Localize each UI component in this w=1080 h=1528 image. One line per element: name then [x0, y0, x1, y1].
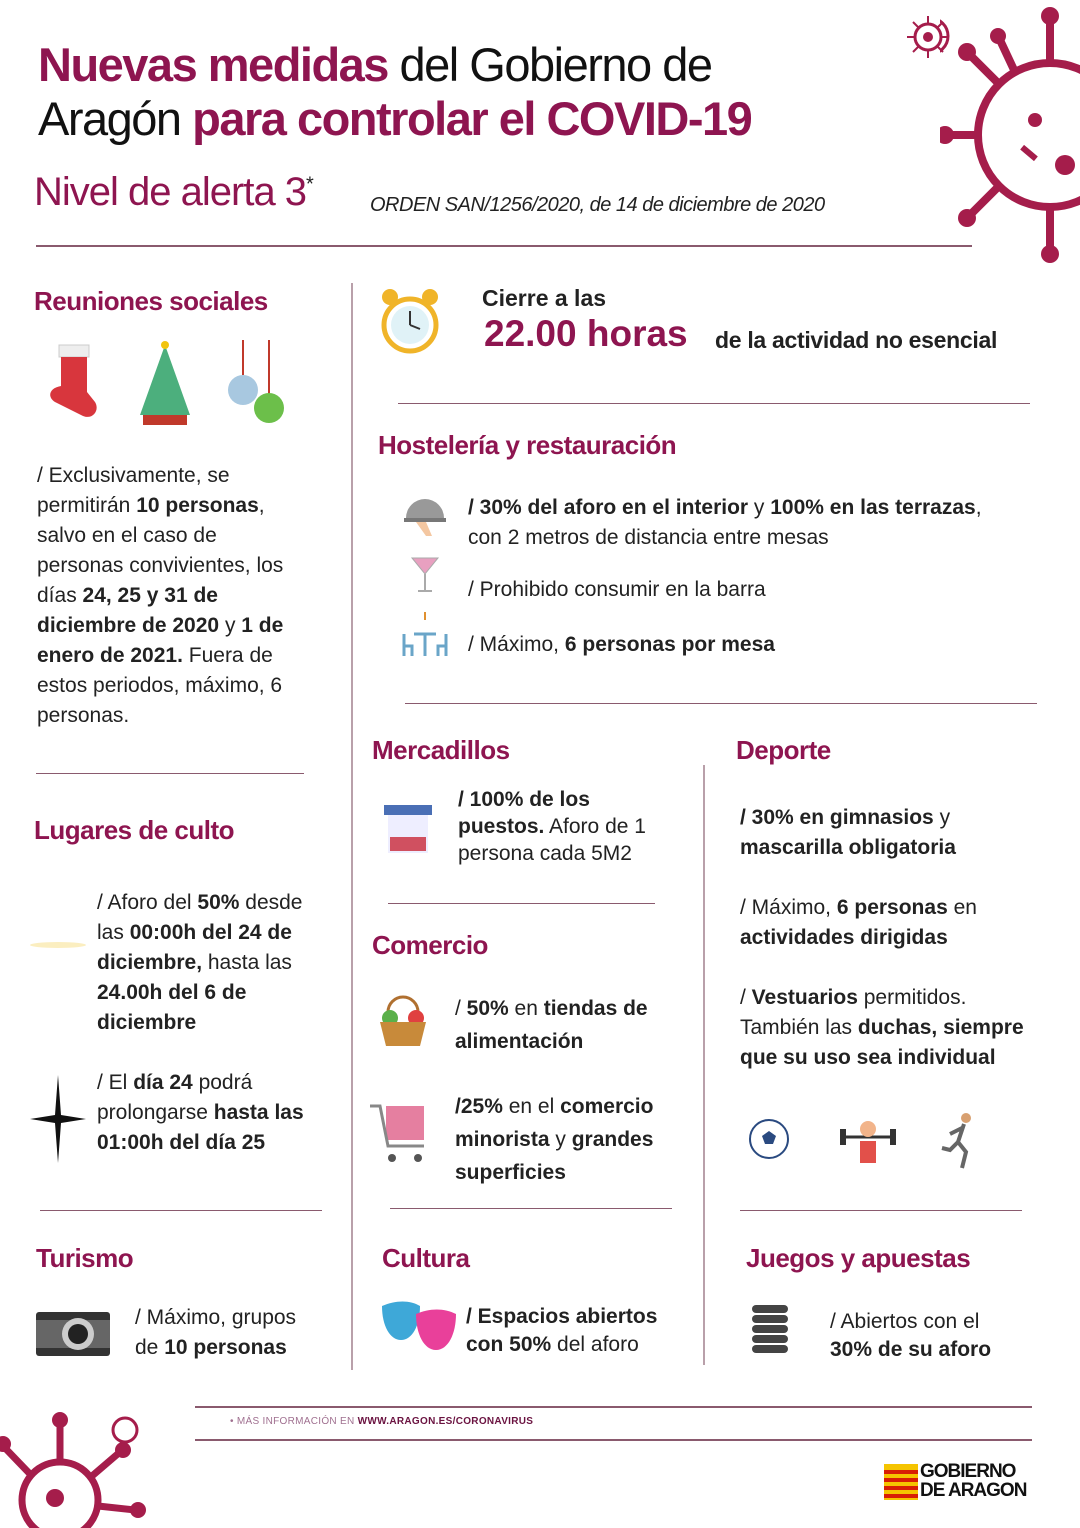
- text-line: [455, 1156, 653, 1189]
- text: hasta las: [202, 951, 292, 974]
- text-line: [97, 948, 303, 978]
- ornaments-icon: [225, 340, 285, 430]
- text-line: [458, 786, 646, 813]
- market-stall-icon: [382, 803, 434, 855]
- bold-text: /25%: [455, 1095, 503, 1118]
- text-line: [37, 491, 283, 521]
- bold-text: superficies: [455, 1161, 566, 1184]
- text: en: [947, 896, 977, 919]
- light-glow-icon: [28, 930, 88, 960]
- runner-icon: [940, 1112, 980, 1170]
- section-title-hosteleria: Hostelería y restauración: [378, 430, 677, 460]
- title-line-2: [38, 92, 751, 146]
- text: / El: [97, 1071, 134, 1094]
- text: También las: [740, 1016, 858, 1039]
- bold-text: comercio: [560, 1095, 654, 1118]
- text-line: [740, 983, 1024, 1013]
- bold-text: día 24: [133, 1071, 193, 1094]
- text: y: [219, 614, 242, 637]
- text: y: [748, 496, 771, 519]
- text-line: [830, 1336, 991, 1364]
- text-line: [468, 493, 982, 523]
- text: / Aforo del: [97, 891, 198, 914]
- text-line: [455, 1090, 653, 1123]
- bold-text: mascarilla obligatoria: [740, 836, 956, 859]
- poker-chips-icon: [748, 1303, 792, 1357]
- text-line: [97, 918, 303, 948]
- text: y: [933, 806, 951, 829]
- text: prolongarse: [97, 1101, 214, 1124]
- culto-item-2: [97, 1068, 304, 1158]
- text: Fuera de: [182, 644, 273, 667]
- bold-text: duchas, siempre: [857, 1016, 1024, 1039]
- bold-text: hasta las: [213, 1101, 304, 1124]
- divider: [195, 1406, 1032, 1408]
- text: permitirán: [37, 494, 137, 517]
- text: en: [508, 997, 544, 1020]
- table-chairs-icon: [400, 612, 450, 658]
- text-line: [97, 1128, 304, 1158]
- order-reference: ORDEN SAN/1256/2020, de 14 de diciembre de 2020: [370, 194, 825, 216]
- alert-level-text: Nivel de alerta 3: [34, 170, 307, 214]
- divider: [40, 1210, 322, 1211]
- text-line: [466, 1331, 657, 1359]
- text: / Máximo, grupos: [135, 1306, 297, 1329]
- text-line: [740, 803, 956, 833]
- bold-text: diciembre,: [97, 951, 203, 974]
- bold-text: 6 personas: [836, 896, 948, 919]
- bold-text: / Espacios abiertos: [466, 1305, 658, 1328]
- turismo-text: [135, 1303, 296, 1363]
- star-sparkle-icon: [30, 1075, 86, 1163]
- deporte-item-3: [740, 983, 1024, 1073]
- bold-text: que su uso sea individual: [740, 1046, 996, 1069]
- text-line: [37, 611, 283, 641]
- text-line: [740, 1043, 1024, 1073]
- text-line: [37, 521, 283, 551]
- bold-text: 1 de: [241, 614, 284, 637]
- alert-asterisk: *: [306, 173, 313, 196]
- text: en el: [502, 1095, 561, 1118]
- comercio-item-2: [455, 1090, 653, 1189]
- divider: [390, 1208, 672, 1209]
- title-bold-2: para controlar el COVID-19: [192, 92, 752, 145]
- text: / Máximo,: [468, 633, 565, 656]
- divider: [388, 903, 655, 904]
- section-title-culto: Lugares de culto: [34, 815, 235, 845]
- bold-text: 50%: [466, 997, 509, 1020]
- text: / Abiertos con el: [830, 1310, 980, 1333]
- title-bold: Nuevas medidas: [38, 38, 388, 91]
- column-divider: [351, 283, 353, 1370]
- bold-text: diciembre de 2020: [37, 614, 220, 637]
- hosteleria-item-2: [468, 575, 766, 605]
- text: del aforo: [551, 1333, 639, 1356]
- text-line: [458, 813, 646, 840]
- text: /: [455, 997, 467, 1020]
- section-title-juegos: Juegos y apuestas: [746, 1243, 971, 1273]
- logo-text: [920, 1462, 1026, 1500]
- text: / Prohibido consumir en la barra: [468, 578, 766, 601]
- text-line: [37, 551, 283, 581]
- more-info-link[interactable]: WWW.ARAGON.ES/CORONAVIRUS: [357, 1416, 534, 1427]
- bold-text: 00:00h del 24 de: [129, 921, 292, 944]
- text-line: [37, 581, 283, 611]
- text: estos periodos, máximo, 6: [37, 674, 283, 697]
- cultura-text: [466, 1303, 657, 1359]
- camera-icon: [36, 1308, 110, 1356]
- column-divider: [703, 765, 705, 1365]
- text-line: [458, 840, 646, 867]
- small-virus-icon: [905, 14, 951, 60]
- text-line: [37, 461, 283, 491]
- bold-text: Vestuarios: [751, 986, 858, 1009]
- logo-line-1: GOBIERNO: [920, 1461, 1016, 1482]
- bold-text: diciembre: [97, 1011, 197, 1034]
- alarm-clock-icon: [378, 283, 442, 359]
- divider: [398, 403, 1030, 404]
- bold-text: con 50%: [466, 1333, 552, 1356]
- christmas-tree-icon: [135, 340, 195, 430]
- text: / Máximo,: [740, 896, 837, 919]
- text: desde: [239, 891, 303, 914]
- christmas-stocking-icon: [45, 340, 100, 425]
- text-line: [468, 630, 775, 660]
- title-light: Aragón: [38, 92, 193, 145]
- text-line: [830, 1308, 991, 1336]
- text-line: [97, 888, 303, 918]
- text: salvo en el caso de: [37, 524, 217, 547]
- text-line: [466, 1303, 657, 1331]
- text: / Exclusivamente, se: [37, 464, 230, 487]
- text: personas.: [37, 704, 130, 727]
- closing-pre: Cierre a las: [482, 285, 607, 311]
- text-line: [97, 1008, 303, 1038]
- text: días: [37, 584, 83, 607]
- text: ,: [258, 494, 265, 517]
- text-line: [740, 893, 977, 923]
- text-line: [37, 701, 283, 731]
- gobierno-aragon-logo: [884, 1462, 1034, 1502]
- text-line: [135, 1333, 296, 1363]
- hosteleria-item-1: [468, 493, 982, 553]
- text-line: [97, 1098, 304, 1128]
- text: persona cada 5M2: [458, 842, 632, 865]
- text-line: [97, 1068, 304, 1098]
- bold-text: 10 personas: [136, 494, 259, 517]
- divider: [36, 245, 972, 247]
- alert-level: [34, 170, 313, 215]
- text-line: [455, 1025, 648, 1058]
- virus-illustration-bottom-icon: [0, 1410, 160, 1528]
- text-line: [97, 978, 303, 1008]
- section-title-cultura: Cultura: [382, 1243, 470, 1273]
- juegos-text: [830, 1308, 991, 1364]
- hosteleria-item-3: [468, 630, 775, 660]
- deporte-item-1: [740, 803, 956, 863]
- cocktail-icon: [410, 550, 440, 594]
- closing-post: de la actividad no esencial: [715, 327, 998, 353]
- section-title-reuniones: Reuniones sociales: [34, 286, 268, 316]
- text-line: [468, 523, 982, 553]
- mercadillos-text: [458, 786, 646, 867]
- bold-text: grandes: [571, 1128, 654, 1151]
- divider: [195, 1439, 1032, 1441]
- more-info: • MÁS INFORMACIÓN EN WWW.ARAGON.ES/CORONAVIRUS: [230, 1416, 534, 1427]
- text: personas convivientes, los: [37, 554, 284, 577]
- text-line: [455, 992, 648, 1025]
- bold-text: 24, 25 y 31 de: [82, 584, 218, 607]
- text: podrá: [192, 1071, 253, 1094]
- text-line: [37, 671, 283, 701]
- section-title-mercadillos: Mercadillos: [372, 735, 510, 765]
- text-line: [740, 833, 956, 863]
- bold-text: minorista: [455, 1128, 550, 1151]
- text-line: [740, 1013, 1024, 1043]
- comercio-item-1: [455, 992, 648, 1058]
- text-line: [37, 641, 283, 671]
- divider: [740, 1210, 1022, 1211]
- title-rest: del Gobierno de: [387, 38, 712, 91]
- theater-masks-icon: [380, 1300, 458, 1356]
- deporte-item-2: [740, 893, 977, 953]
- bold-text: actividades dirigidas: [740, 926, 948, 949]
- section-title-turismo: Turismo: [36, 1243, 134, 1273]
- bold-text: 6 personas por mesa: [564, 633, 775, 656]
- logo-line-2: DE ARAGON: [920, 1480, 1027, 1501]
- culto-item-1: [97, 888, 303, 1038]
- bold-text: / 30% del aforo en el interior: [468, 496, 749, 519]
- text-line: [468, 575, 766, 605]
- text-line: [135, 1303, 296, 1333]
- text: /: [740, 986, 752, 1009]
- bold-text: / 100% de los: [458, 788, 590, 811]
- shopping-cart-icon: [368, 1100, 432, 1166]
- closing-time: 22.00 horas: [484, 313, 688, 354]
- section-title-deporte: Deporte: [736, 735, 831, 765]
- bold-text: 01:00h del día 25: [97, 1131, 266, 1154]
- bold-text: 100% en las terrazas: [770, 496, 976, 519]
- text: las: [97, 921, 130, 944]
- aragon-flag-icon: [884, 1464, 918, 1500]
- text: y: [549, 1128, 572, 1151]
- bold-text: 50%: [197, 891, 240, 914]
- bold-text: / 30% en gimnasios: [740, 806, 934, 829]
- text: Aforo de 1: [544, 815, 646, 838]
- bold-text: enero de 2021.: [37, 644, 183, 667]
- text-line: [455, 1123, 653, 1156]
- text: ,: [975, 496, 982, 519]
- text: permitidos.: [857, 986, 967, 1009]
- divider: [405, 703, 1037, 704]
- text: de: [135, 1336, 165, 1359]
- weightlifter-icon: [838, 1115, 898, 1165]
- virus-illustration-icon: [940, 0, 1080, 270]
- cloche-icon: [402, 490, 448, 540]
- bold-text: alimentación: [455, 1030, 584, 1053]
- bold-text: tiendas de: [543, 997, 648, 1020]
- divider: [36, 773, 304, 774]
- soccer-ball-icon: [748, 1118, 790, 1160]
- text-line: [740, 923, 977, 953]
- section-title-comercio: Comercio: [372, 930, 488, 960]
- title-line-1: [38, 38, 711, 92]
- bold-text: puestos.: [458, 815, 545, 838]
- food-basket-icon: [376, 992, 430, 1048]
- reuniones-text: [37, 461, 283, 731]
- bold-text: 30% de su aforo: [830, 1338, 992, 1361]
- bold-text: 24.00h del 6 de: [97, 981, 247, 1004]
- more-info-label: MÁS INFORMACIÓN EN: [236, 1416, 358, 1427]
- bold-text: 10 personas: [164, 1336, 287, 1359]
- text: con 2 metros de distancia entre mesas: [468, 526, 829, 549]
